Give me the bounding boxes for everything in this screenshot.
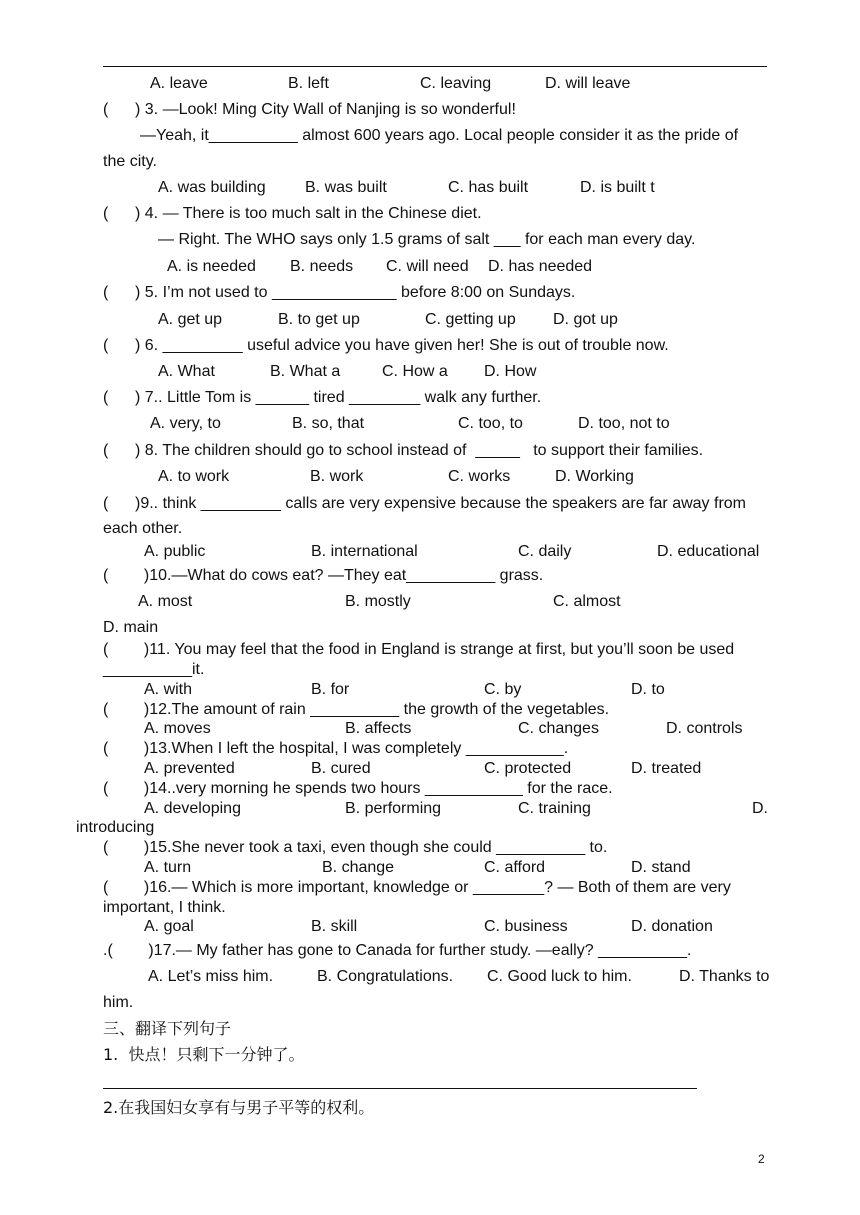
q5-option-a: A. get up — [158, 311, 223, 328]
q10-option-d: D. main — [103, 619, 159, 636]
q17-option-c: C. Good luck to him. — [487, 968, 632, 985]
q17-option-d-wrap: him. — [103, 994, 134, 1011]
q3-stem-line2: —Yeah, it__________ almost 600 years ago. Local people consider it as the pride of — [140, 127, 739, 144]
q13-option-c: C. protected — [484, 760, 572, 777]
q10-option-b: B. mostly — [345, 593, 411, 610]
q4-option-c: C. will need — [386, 258, 469, 275]
q10-stem: ( )10.—What do cows eat? —They eat__________ grass. — [103, 567, 544, 584]
q7-option-b: B. so, that — [292, 415, 365, 432]
q12-option-a: A. moves — [144, 720, 211, 737]
q6-option-c: C. How a — [382, 363, 448, 380]
q14-option-b: B. performing — [345, 800, 442, 817]
q5-option-c: C. getting up — [425, 311, 516, 328]
q12-option-b: B. affects — [345, 720, 412, 737]
q7-stem: ( ) 7.. Little Tom is ______ tired ________ walk any further. — [103, 389, 542, 406]
q16-stem-line2: important, I think. — [103, 899, 226, 916]
q10-option-a: A. most — [138, 593, 193, 610]
top-rule — [103, 66, 767, 67]
q3-option-a: A. was building — [158, 179, 266, 196]
q12-stem: ( )12.The amount of rain __________ the growth of the vegetables. — [103, 701, 610, 718]
q17-stem: .( )17.— My father has gone to Canada for further study. —eally? __________. — [103, 942, 692, 959]
q15-option-c: C. afford — [484, 859, 546, 876]
q15-option-d: D. stand — [631, 859, 691, 876]
q15-stem: ( )15.She never took a taxi, even though she could __________ to. — [103, 839, 608, 856]
q7-option-a: A. very, to — [150, 415, 221, 432]
q13-option-d: D. treated — [631, 760, 702, 777]
q11-option-a: A. with — [144, 681, 193, 698]
q17-option-d: D. Thanks to — [679, 968, 770, 985]
q2-option-a: A. leave — [150, 75, 208, 92]
q3-stem-line3: the city. — [103, 153, 157, 170]
q11-stem: ( )11. You may feel that the food in England is strange at first, but you’ll soon be used — [103, 641, 735, 658]
q15-option-b: B. change — [322, 859, 395, 876]
q10-option-c: C. almost — [553, 593, 621, 610]
q5-option-d: D. got up — [553, 311, 618, 328]
q17-option-a: A. Let’s miss him. — [148, 968, 274, 985]
q9-option-c: C. daily — [518, 543, 572, 560]
q15-option-a: A. turn — [144, 859, 192, 876]
q11-stem-line2: __________it. — [103, 661, 205, 678]
q14-option-d-text: introducing — [76, 819, 155, 836]
section-title: 三、翻译下列句子 — [103, 1019, 232, 1038]
q16-option-d: D. donation — [631, 918, 713, 935]
q4-option-d: D. has needed — [488, 258, 593, 275]
q4-stem-line2: — Right. The WHO says only 1.5 grams of salt ___ for each man every day. — [158, 231, 696, 248]
q12-option-d: D. controls — [666, 720, 743, 737]
page-number: 2 — [758, 1152, 765, 1166]
q6-stem: ( ) 6. _________ useful advice you have given her! She is out of trouble now. — [103, 337, 669, 354]
q2-option-c: C. leaving — [420, 75, 492, 92]
q7-option-c: C. too, to — [458, 415, 523, 432]
q13-option-b: B. cured — [311, 760, 371, 777]
q11-option-c: C. by — [484, 681, 522, 698]
q14-option-c: C. training — [518, 800, 591, 817]
q11-option-b: B. for — [311, 681, 350, 698]
q8-option-b: B. work — [310, 468, 364, 485]
q16-stem: ( )16.— Which is more important, knowledge or ________? — Both of them are very — [103, 879, 731, 896]
q2-option-d: D. will leave — [545, 75, 631, 92]
q9-stem-line2: each other. — [103, 520, 183, 537]
q13-option-a: A. prevented — [144, 760, 235, 777]
q9-stem: ( )9.. think _________ calls are very expensive because the speakers are far away from — [103, 495, 746, 512]
q16-option-b: B. skill — [311, 918, 358, 935]
q7-option-d: D. too, not to — [578, 415, 670, 432]
q8-stem: ( ) 8. The children should go to school instead of _____ to support their families. — [103, 442, 704, 459]
answer-line-1[interactable] — [103, 1088, 697, 1089]
q6-option-b: B. What a — [270, 363, 341, 380]
q6-option-d: D. How — [484, 363, 537, 380]
q4-stem: ( ) 4. — There is too much salt in the Chinese diet. — [103, 205, 482, 222]
q14-option-a: A. developing — [144, 800, 241, 817]
q8-option-c: C. works — [448, 468, 511, 485]
q8-option-d: D. Working — [555, 468, 634, 485]
q4-option-b: B. needs — [290, 258, 354, 275]
q9-option-d: D. educational — [657, 543, 760, 560]
q3-option-b: B. was built — [305, 179, 387, 196]
q3-option-c: C. has built — [448, 179, 529, 196]
translate-sentence-2: 2.在我国妇女享有与男子平等的权利。 — [103, 1098, 375, 1117]
q9-option-b: B. international — [311, 543, 418, 560]
q16-option-c: C. business — [484, 918, 568, 935]
q11-option-d: D. to — [631, 681, 665, 698]
q5-option-b: B. to get up — [278, 311, 360, 328]
q13-stem: ( )13.When I left the hospital, I was completely ___________. — [103, 740, 569, 757]
q16-option-a: A. goal — [144, 918, 194, 935]
q2-option-b: B. left — [288, 75, 329, 92]
q8-option-a: A. to work — [158, 468, 230, 485]
q14-stem: ( )14..very morning he spends two hours ___________ for the race. — [103, 780, 613, 797]
q3-stem: ( ) 3. —Look! Ming City Wall of Nanjing is so wonderful! — [103, 101, 516, 118]
q14-option-d: D. — [752, 800, 768, 817]
translate-sentence-1: 1. 快点！只剩下一分钟了。 — [103, 1045, 305, 1064]
q5-stem: ( ) 5. I’m not used to ______________ before 8:00 on Sundays. — [103, 284, 576, 301]
q12-option-c: C. changes — [518, 720, 599, 737]
q9-option-a: A. public — [144, 543, 206, 560]
q3-option-d: D. is built t — [580, 179, 655, 196]
q6-option-a: A. What — [158, 363, 215, 380]
q17-option-b: B. Congratulations. — [317, 968, 454, 985]
q4-option-a: A. is needed — [167, 258, 256, 275]
